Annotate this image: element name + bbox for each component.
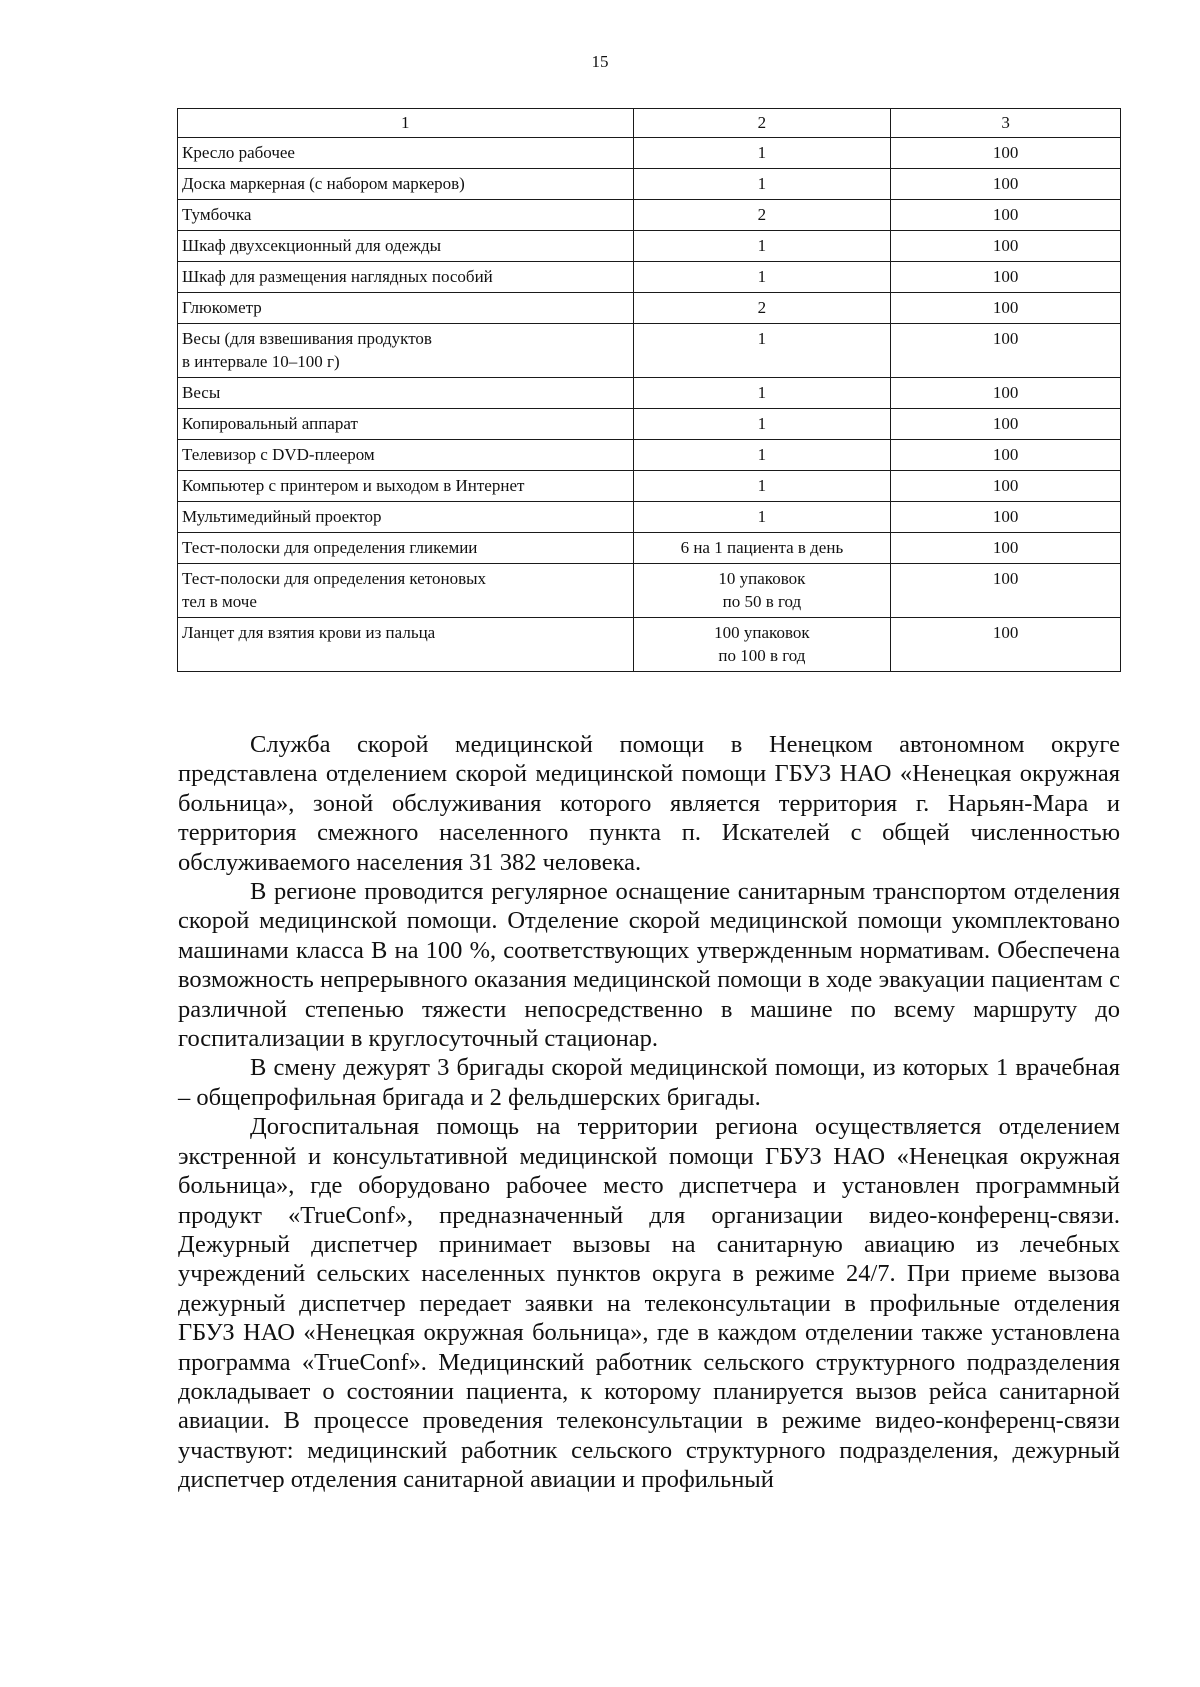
- quantity-cell: 1: [633, 231, 891, 262]
- body-text: [178, 730, 1120, 1495]
- table-body: [178, 138, 1121, 672]
- body-paragraph: В смену дежурят 3 бригады скорой медицинской помощи, из которых 1 врачебная – общепрофильная бригада и 2 фельдшерских бригады.: [178, 1054, 1120, 1111]
- table-header-row: [178, 109, 1121, 138]
- column-header-quantity: 2: [633, 109, 891, 138]
- table-row: [178, 138, 1121, 169]
- item-name-cell: Доска маркерная (с набором маркеров): [178, 169, 634, 200]
- table-row: [178, 324, 1121, 378]
- quantity-cell: 100 упаковок по 100 в год: [633, 618, 891, 672]
- quantity-cell: 1: [633, 440, 891, 471]
- item-name-cell: Кресло рабочее: [178, 138, 634, 169]
- item-name-cell: Компьютер с принтером и выходом в Интернет: [178, 471, 634, 502]
- percent-cell: 100: [891, 440, 1121, 471]
- table-row: [178, 169, 1121, 200]
- item-name-cell: Глюкометр: [178, 293, 634, 324]
- table-row: [178, 502, 1121, 533]
- body-paragraph: Служба скорой медицинской помощи в Ненецком автономном округе представлена отделением скорой медицинской помощи ГБУЗ НАО «Ненецкая окружная больница», зоной обслуживания которого является территория г. Нарьян-Мара и территория смежного населенного пункта п. Искателей с общей численностью обслуживаемого населения 31 382 человека.: [178, 731, 1120, 876]
- item-name-cell: Весы: [178, 378, 634, 409]
- table-row: [178, 293, 1121, 324]
- item-name-cell: Тумбочка: [178, 200, 634, 231]
- page-number: 15: [591, 52, 609, 71]
- table-row: [178, 262, 1121, 293]
- item-name-cell: Весы (для взвешивания продуктов в интервале 10–100 г): [178, 324, 634, 378]
- percent-cell: 100: [891, 502, 1121, 533]
- quantity-cell: 2: [633, 200, 891, 231]
- percent-cell: 100: [891, 378, 1121, 409]
- table-row: [178, 471, 1121, 502]
- table-row: [178, 618, 1121, 672]
- percent-cell: 100: [891, 169, 1121, 200]
- table-row: [178, 200, 1121, 231]
- quantity-cell: 1: [633, 324, 891, 378]
- item-name-cell: Мультимедийный проектор: [178, 502, 634, 533]
- percent-cell: 100: [891, 138, 1121, 169]
- table-row: [178, 231, 1121, 262]
- body-paragraph: В регионе проводится регулярное оснащение санитарным транспортом отделения скорой медицинской помощи. Отделение скорой медицинской помощи укомплектовано машинами класса В на 100 %, соответствующих утвержденным нормативам. Обеспечена возможность непрерывного оказания медицинской помощи в ходе эвакуации пациентам с различной степенью тяжести непосредственно в машине по всему маршруту до госпитализации в круглосуточный стационар.: [178, 878, 1120, 1053]
- quantity-cell: 6 на 1 пациента в день: [633, 533, 891, 564]
- item-name-cell: Шкаф для размещения наглядных пособий: [178, 262, 634, 293]
- quantity-cell: 1: [633, 378, 891, 409]
- item-name-cell: Шкаф двухсекционный для одежды: [178, 231, 634, 262]
- table-row: [178, 564, 1121, 618]
- percent-cell: 100: [891, 471, 1121, 502]
- column-header-percent: 3: [891, 109, 1121, 138]
- quantity-cell: 1: [633, 502, 891, 533]
- quantity-cell: 10 упаковок по 50 в год: [633, 564, 891, 618]
- quantity-cell: 2: [633, 293, 891, 324]
- item-name-cell: Ланцет для взятия крови из пальца: [178, 618, 634, 672]
- equipment-table: [177, 108, 1121, 672]
- item-name-cell: Тест-полоски для определения кетоновых тел в моче: [178, 564, 634, 618]
- table-row: [178, 440, 1121, 471]
- item-name-cell: Телевизор с DVD-плеером: [178, 440, 634, 471]
- percent-cell: 100: [891, 231, 1121, 262]
- percent-cell: 100: [891, 409, 1121, 440]
- quantity-cell: 1: [633, 409, 891, 440]
- percent-cell: 100: [891, 200, 1121, 231]
- table-row: [178, 533, 1121, 564]
- quantity-cell: 1: [633, 138, 891, 169]
- percent-cell: 100: [891, 324, 1121, 378]
- table-row: [178, 378, 1121, 409]
- percent-cell: 100: [891, 533, 1121, 564]
- percent-cell: 100: [891, 564, 1121, 618]
- column-header-name: 1: [178, 109, 634, 138]
- table-row: [178, 409, 1121, 440]
- quantity-cell: 1: [633, 471, 891, 502]
- item-name-cell: Тест-полоски для определения гликемии: [178, 533, 634, 564]
- percent-cell: 100: [891, 293, 1121, 324]
- percent-cell: 100: [891, 618, 1121, 672]
- quantity-cell: 1: [633, 169, 891, 200]
- quantity-cell: 1: [633, 262, 891, 293]
- item-name-cell: Копировальный аппарат: [178, 409, 634, 440]
- body-paragraph: Догоспитальная помощь на территории региона осуществляется отделением экстренной и консультативной медицинской помощи ГБУЗ НАО «Ненецкая окружная больница», где оборудовано рабочее место диспетчера и установлен программный продукт «TrueConf», предназначенный для организации видео-конференц-связи. Дежурный диспетчер принимает вызовы на санитарную авиацию из лечебных учреждений сельских населенных пунктов округа в режиме 24/7. При приеме вызова дежурный диспетчер передает заявки на телеконсультации в профильные отделения ГБУЗ НАО «Ненецкая окружная больница», где в каждом отделении также установлена программа «TrueConf». Медицинский работник сельского структурного подразделения докладывает о состоянии пациента, к которому планируется вызов рейса санитарной авиации. В процессе проведения телеконсультации в режиме видео-конференц-связи участвуют: медицинский работник сельского структурного подразделения, дежурный диспетчер отделения санитарной авиации и профильный: [178, 1113, 1120, 1494]
- percent-cell: 100: [891, 262, 1121, 293]
